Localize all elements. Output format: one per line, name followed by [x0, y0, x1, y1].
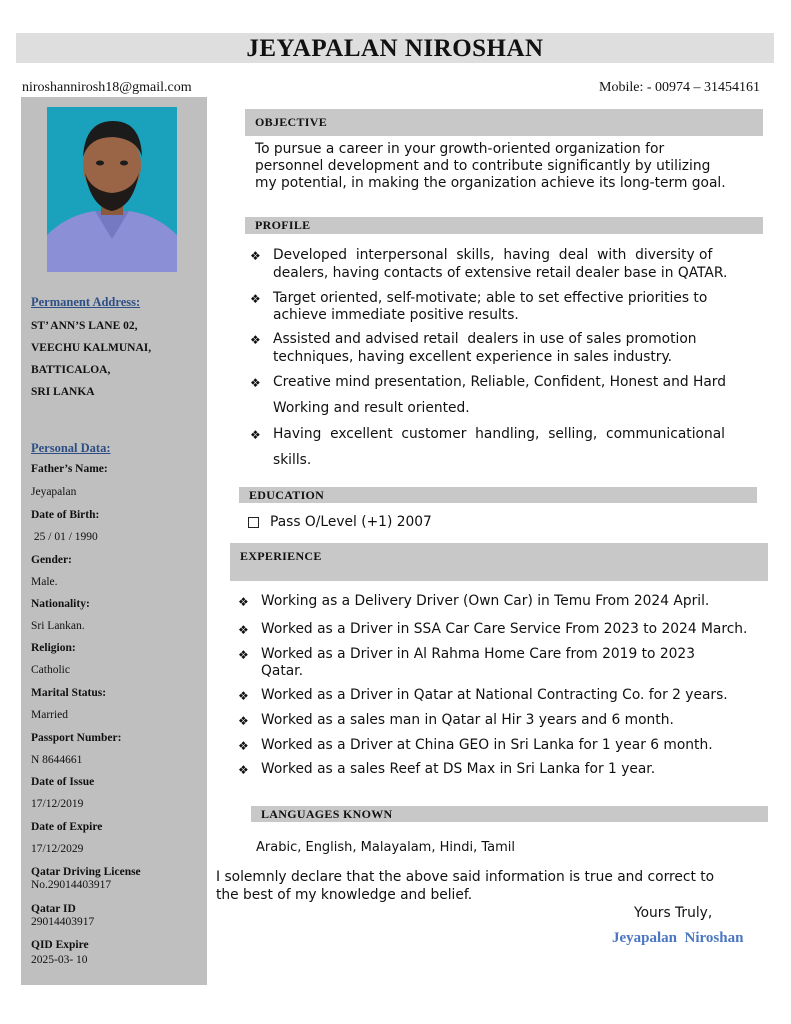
- diamond-bullet-icon: ❖: [250, 376, 261, 390]
- education-title: EDUCATION: [249, 488, 325, 502]
- education-item: Pass O/Level (+1) 2007: [270, 514, 432, 530]
- languages-bar: [251, 806, 768, 822]
- declaration-line: the best of my knowledge and belief.: [216, 887, 473, 903]
- experience-item: Worked as a sales Reef at DS Max in Sri Lanka for 1 year.: [261, 761, 656, 777]
- experience-item-cont: Qatar.: [261, 663, 303, 679]
- profile-photo: [47, 107, 177, 272]
- diamond-bullet-icon: ❖: [250, 292, 261, 306]
- languages-title: LANGUAGES KNOWN: [261, 807, 393, 821]
- personal-data-heading: Personal Data:: [31, 441, 111, 455]
- checkbox-bullet-icon: [248, 517, 259, 528]
- diamond-bullet-icon: ❖: [238, 623, 249, 637]
- profile-item-cont: Working and result oriented.: [273, 400, 470, 416]
- expire-date-label: Date of Expire: [31, 821, 103, 833]
- gender-value: Male.: [31, 576, 58, 588]
- objective-title: OBJECTIVE: [255, 115, 328, 129]
- address-line: ST’ ANN’S LANE 02,: [31, 320, 138, 332]
- issue-date-label: Date of Issue: [31, 776, 95, 788]
- qid-expire-value: 2025-03- 10: [31, 954, 88, 966]
- nationality-value: Sri Lankan.: [31, 620, 85, 632]
- experience-item: Worked as a sales man in Qatar al Hir 3 years and 6 month.: [261, 712, 674, 728]
- experience-item: Worked as a Driver in Al Rahma Home Care from 2019 to 2023: [261, 646, 695, 662]
- profile-item: Creative mind presentation, Reliable, Confident, Honest and Hard: [273, 374, 726, 390]
- profile-item: Developed interpersonal skills, having deal with diversity of: [273, 247, 713, 263]
- languages-list: Arabic, English, Malayalam, Hindi, Tamil: [256, 840, 516, 855]
- closing-text: Yours Truly,: [634, 905, 713, 921]
- profile-item: Target oriented, self-motivate; able to set effective priorities to: [273, 290, 708, 306]
- fathers-name-value: Jeyapalan: [31, 486, 77, 498]
- driving-license-value: No.29014403917: [31, 879, 112, 891]
- gender-label: Gender:: [31, 554, 72, 566]
- marital-status-label: Marital Status:: [31, 687, 107, 699]
- experience-bar: [230, 543, 768, 581]
- qatar-id-value: 29014403917: [31, 916, 95, 928]
- nationality-label: Nationality:: [31, 598, 90, 610]
- address-line: SRI LANKA: [31, 386, 95, 398]
- passport-number-label: Passport Number:: [31, 732, 122, 744]
- profile-item: Having excellent customer handling, selling, communicational: [273, 426, 726, 442]
- name-banner: [16, 33, 774, 63]
- diamond-bullet-icon: ❖: [238, 648, 249, 662]
- issue-date-value: 17/12/2019: [31, 798, 84, 810]
- candidate-name: JEYAPALAN NIROSHAN: [246, 35, 544, 62]
- objective-line: personnel development and to contribute significantly by utilizing: [255, 158, 711, 174]
- person-portrait-icon: [47, 107, 177, 272]
- diamond-bullet-icon: ❖: [250, 428, 261, 442]
- email-address: niroshannirosh18@gmail.com: [22, 80, 192, 95]
- profile-item-cont: techniques, having excellent experience in sales industry.: [273, 349, 673, 365]
- objective-line: To pursue a career in your growth-oriented organization for: [255, 141, 665, 157]
- profile-item-cont: achieve immediate positive results.: [273, 307, 519, 323]
- fathers-name-label: Father’s Name:: [31, 463, 108, 475]
- driving-license-label: Qatar Driving License: [31, 866, 141, 878]
- address-line: VEECHU KALMUNAI,: [31, 342, 152, 354]
- experience-item: Working as a Delivery Driver (Own Car) in Temu From 2024 April.: [261, 593, 710, 609]
- profile-item: Assisted and advised retail dealers in use of sales promotion: [273, 331, 697, 347]
- dob-value: 25 / 01 / 1990: [31, 531, 98, 543]
- diamond-bullet-icon: ❖: [238, 739, 249, 753]
- experience-item: Worked as a Driver in Qatar at National Contracting Co. for 2 years.: [261, 687, 728, 703]
- marital-status-value: Married: [31, 709, 69, 721]
- experience-item: Worked as a Driver at China GEO in Sri Lanka for 1 year 6 month.: [261, 737, 713, 753]
- profile-item-cont: dealers, having contacts of extensive retail dealer base in QATAR.: [273, 265, 728, 281]
- experience-title: EXPERIENCE: [240, 549, 322, 563]
- qid-expire-label: QID Expire: [31, 939, 89, 951]
- religion-label: Religion:: [31, 642, 76, 654]
- religion-value: Catholic: [31, 664, 70, 676]
- diamond-bullet-icon: ❖: [238, 763, 249, 777]
- profile-title: PROFILE: [255, 218, 311, 232]
- passport-number-value: N 8644661: [31, 754, 83, 766]
- profile-bar: [245, 217, 763, 234]
- diamond-bullet-icon: ❖: [238, 689, 249, 703]
- experience-item: Worked as a Driver in SSA Car Care Service From 2023 to 2024 March.: [261, 621, 748, 637]
- education-bar: [239, 487, 757, 503]
- objective-line: my potential, in making the organization achieve its long-term goal.: [255, 175, 726, 191]
- expire-date-value: 17/12/2029: [31, 843, 84, 855]
- qatar-id-label: Qatar ID: [31, 903, 76, 915]
- declaration-line: I solemnly declare that the above said information is true and correct to: [216, 869, 715, 885]
- diamond-bullet-icon: ❖: [250, 249, 261, 263]
- diamond-bullet-icon: ❖: [250, 333, 261, 347]
- address-heading: Permanent Address:: [31, 295, 141, 309]
- objective-bar: [245, 109, 763, 136]
- profile-item-cont: skills.: [273, 452, 312, 468]
- diamond-bullet-icon: ❖: [238, 595, 249, 609]
- diamond-bullet-icon: ❖: [238, 714, 249, 728]
- signature-name: Jeyapalan Niroshan: [612, 930, 744, 946]
- address-line: BATTICALOA,: [31, 364, 111, 376]
- mobile-number: Mobile: - 00974 – 31454161: [599, 80, 760, 95]
- dob-label: Date of Birth:: [31, 509, 100, 521]
